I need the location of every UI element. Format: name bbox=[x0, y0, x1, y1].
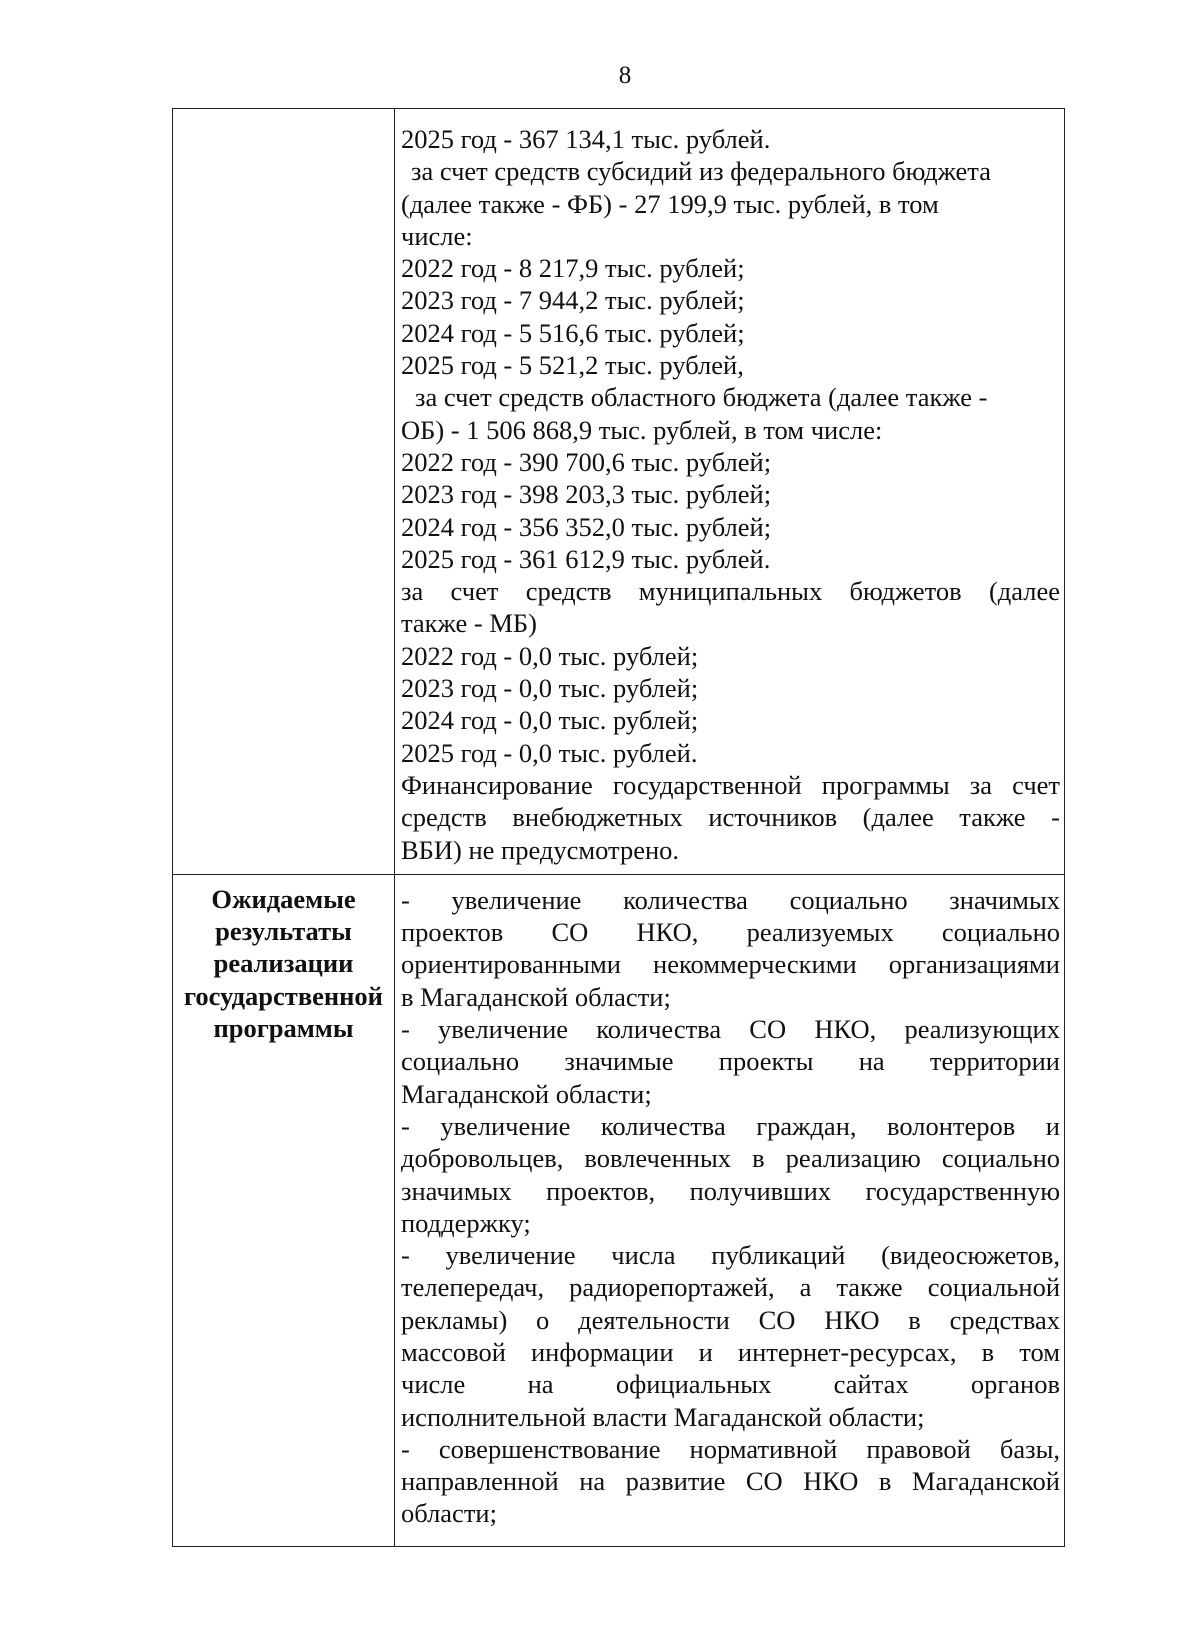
label-line: результаты bbox=[215, 916, 352, 947]
expected-results-label bbox=[173, 874, 395, 1546]
financing-line: 2024 год - 0,0 тыс. рублей; bbox=[401, 705, 699, 736]
label-line: государственной bbox=[184, 980, 383, 1011]
result-line: поддержку; bbox=[401, 1207, 531, 1238]
financing-line: 2023 год - 0,0 тыс. рублей; bbox=[401, 673, 699, 704]
result-line: значимых проектов, получивших государственную bbox=[401, 1175, 1060, 1206]
result-line: ориентированными некоммерческими организациями bbox=[401, 949, 1060, 980]
result-line: области; bbox=[401, 1498, 497, 1529]
financing-line: числе: bbox=[401, 220, 473, 251]
financing-line: 2023 год - 398 203,3 тыс. рублей; bbox=[401, 479, 772, 510]
result-line: Магаданской области; bbox=[401, 1078, 652, 1109]
result-line: - совершенствование нормативной правовой базы, bbox=[401, 1433, 1060, 1464]
financing-line: ВБИ) не предусмотрено. bbox=[401, 834, 680, 865]
result-line: массовой информации и интернет-ресурсах, в том bbox=[401, 1336, 1060, 1367]
financing-content-cell bbox=[395, 109, 1065, 875]
financing-label-cell bbox=[173, 109, 395, 875]
result-line: телепередач, радиорепортажей, а также социальной bbox=[401, 1272, 1060, 1303]
page-number: 8 bbox=[618, 62, 632, 89]
financing-line: за счет средств субсидий из федерального бюджета bbox=[411, 156, 991, 187]
financing-line: за счет средств областного бюджета (далее также - bbox=[415, 382, 988, 413]
passport-table bbox=[172, 108, 1065, 1547]
financing-line: 2022 год - 390 700,6 тыс. рублей; bbox=[401, 446, 772, 477]
result-line: в Магаданской области; bbox=[401, 981, 671, 1012]
financing-line: 2025 год - 361 612,9 тыс. рублей. bbox=[401, 543, 771, 574]
financing-line: также - МБ) bbox=[401, 608, 537, 639]
result-line: проектов СО НКО, реализуемых социально bbox=[401, 917, 1060, 948]
financing-line: средств внебюджетных источников (далее также - bbox=[401, 802, 1060, 833]
result-line: - увеличение количества граждан, волонтеров и bbox=[401, 1110, 1060, 1141]
expected-results-content bbox=[395, 874, 1065, 1546]
result-line: рекламы) о деятельности СО НКО в средствах bbox=[401, 1304, 1060, 1335]
financing-line: 2025 год - 0,0 тыс. рублей. bbox=[401, 737, 698, 768]
financing-line: (далее также - ФБ) - 27 199,9 тыс. рублей, в том bbox=[401, 188, 939, 219]
result-line: - увеличение количества СО НКО, реализующих bbox=[401, 1014, 1060, 1045]
result-line: - увеличение количества социально значимых bbox=[401, 884, 1060, 915]
expected-results-row bbox=[173, 874, 1065, 1546]
financing-line: за счет средств муниципальных бюджетов (далее bbox=[401, 576, 1060, 607]
result-line: добровольцев, вовлеченных в реализацию социально bbox=[401, 1143, 1060, 1174]
financing-line: 2024 год - 356 352,0 тыс. рублей; bbox=[401, 511, 772, 542]
label-line: реализации bbox=[213, 948, 354, 979]
result-line: - увеличение числа публикаций (видеосюжетов, bbox=[401, 1240, 1060, 1271]
financing-row bbox=[173, 109, 1065, 875]
financing-line: 2025 год - 367 134,1 тыс. рублей. bbox=[401, 124, 771, 154]
result-line: социально значимые проекты на территории bbox=[401, 1046, 1060, 1077]
financing-line: Финансирование государственной программы за счет bbox=[401, 769, 1060, 800]
label-line: Ожидаемые bbox=[211, 883, 356, 914]
result-line: направленной на развитие СО НКО в Магаданской bbox=[401, 1466, 1060, 1497]
result-line: числе на официальных сайтах органов bbox=[401, 1369, 1060, 1400]
financing-line: 2022 год - 8 217,9 тыс. рублей; bbox=[401, 253, 745, 284]
label-line: программы bbox=[213, 1013, 354, 1044]
financing-line: 2022 год - 0,0 тыс. рублей; bbox=[401, 640, 699, 671]
result-line: исполнительной власти Магаданской области; bbox=[401, 1401, 925, 1432]
financing-line: 2025 год - 5 521,2 тыс. рублей, bbox=[401, 350, 744, 381]
financing-line: 2024 год - 5 516,6 тыс. рублей; bbox=[401, 317, 745, 348]
financing-line: ОБ) - 1 506 868,9 тыс. рублей, в том числе: bbox=[401, 414, 883, 445]
financing-line: 2023 год - 7 944,2 тыс. рублей; bbox=[401, 285, 745, 316]
